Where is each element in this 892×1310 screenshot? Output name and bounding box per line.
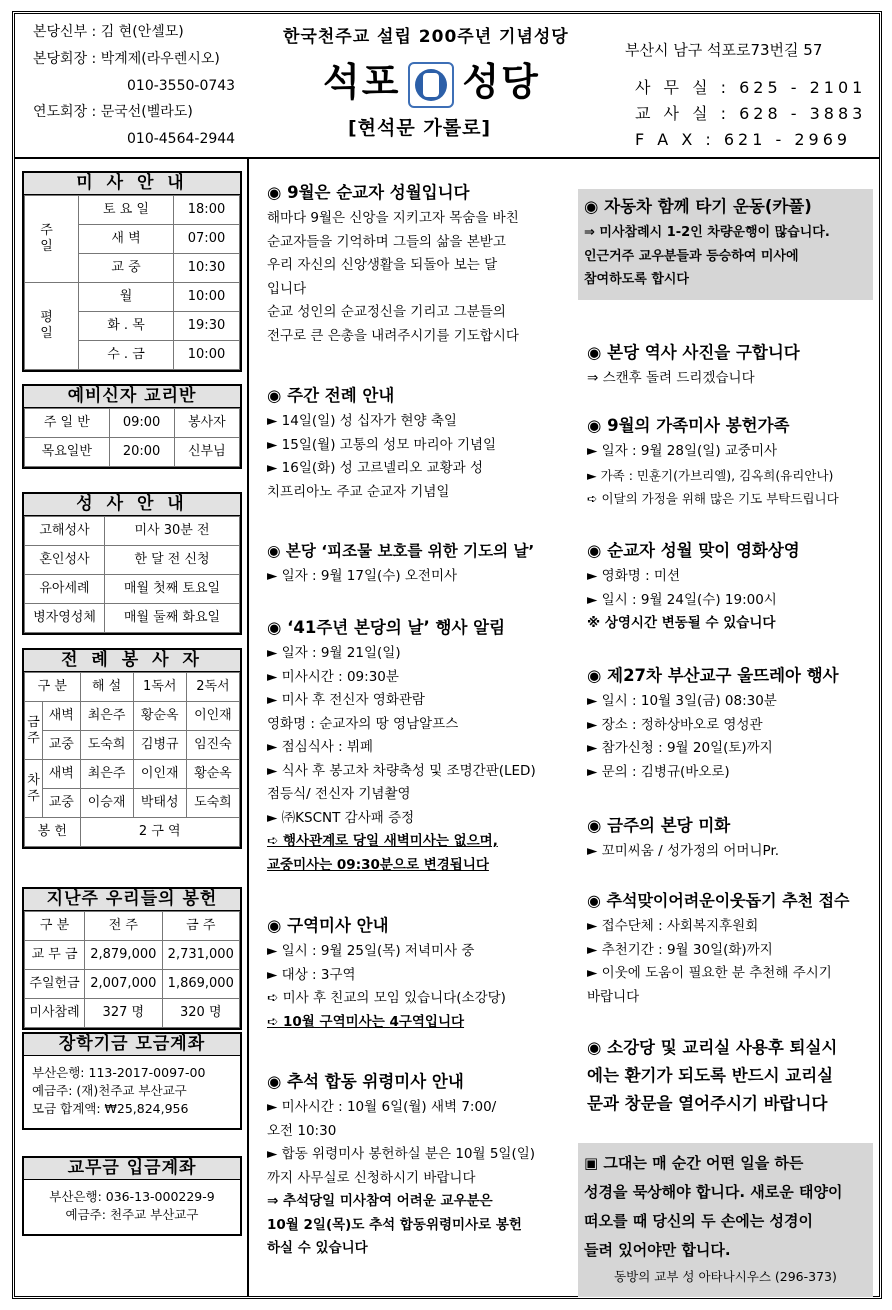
rosary-phone: 010-4564-2944 <box>127 131 236 147</box>
church-logo-icon <box>408 62 454 108</box>
room-notice-section: ◉ 소강당 및 교리실 사용후 퇴실시 에는 환기가 되도록 반드시 교리실 문과 창문을 열어주시기 바랍니다 <box>587 1038 838 1113</box>
dues-title: 교무금 입금계좌 <box>24 1158 240 1180</box>
pastor: 본당신부 : 김 현(안셀모) <box>33 24 184 40</box>
servers-title: 전 례 봉 사 자 <box>24 650 240 672</box>
sacraments: 성 사 안 내 고해성사 미사 30분 전 혼인성사 한 달 전 신청 유아세례 매월 첫째 토요일 병자영성체 매월 둘째 화요일 <box>22 492 242 635</box>
rosary-president: 연도회장 : 문국선(벨라도) <box>33 104 193 120</box>
president-phone: 010-3550-0743 <box>127 78 236 94</box>
anniversary-title: 한국천주교 설립 200주년 기념성당 <box>283 27 569 47</box>
column-divider <box>247 159 249 1296</box>
address: 부산시 남구 석포로73번길 57 <box>625 41 823 59</box>
martyrs-month-section: ◉ 9월은 순교자 성월입니다 해마다 9월은 신앙을 지키고자 목숨을 바친 순교자들을 기억하며 그들의 삶을 본받고 우리 자신의 신앙생활을 되돌아 보는 달 입니다 순교 성인의 순교정신을 기리고 그분들의 전구로 큰 은총을 내려주시기를 기도합시다 <box>267 183 519 344</box>
dues-account: 교무금 입금계좌 부산은행: 036-13-000229-9 예금주: 천주교 부산교구 <box>22 1156 242 1236</box>
teacher-phone: 교 사 실 : 628 - 3883 <box>635 104 867 123</box>
history-photos-section: ◉ 본당 역사 사진을 구합니다 ⇒ 스캔후 돌려 드리겠습니다 <box>587 343 800 386</box>
sacraments-title: 성 사 안 내 <box>24 494 240 516</box>
parish-president: 본당회장 : 박계제(라우렌시오) <box>33 51 220 67</box>
neighbor-help-section: ◉ 추석맞이어려운이웃돕기 추천 접수 ► 접수단체 : 사회복지후원회 ► 추천기간 : 9월 30일(화)까지 ► 이웃에 도움이 필요한 분 추천해 주시기 바랍니다 <box>587 891 850 1005</box>
carpool-section: ◉ 자동차 함께 타기 운동(카풀) ⇒ 미사참례시 1-2인 차량운행이 많습니다. 인근거주 교우분들과 등승하여 미사에 참여하도록 합시다 <box>578 189 873 300</box>
quote-box: ▣ 그대는 매 순간 어떤 일을 하든 성경을 묵상해야 합니다. 새로운 태양이 떠오를 때 당신의 두 손에는 성경이 들려 있어야만 합니다. 동방의 교부 성 아타나시우스 (296-373) <box>578 1143 873 1297</box>
film-screening-section: ◉ 순교자 성월 맞이 영화상영 ► 영화명 : 미션 ► 일시 : 9월 24일(수) 19:00시 ※ 상영시간 변동될 수 있습니다 <box>587 541 800 631</box>
mass-title: 미 사 안 내 <box>24 173 240 195</box>
catechumen-title: 예비신자 교리반 <box>24 386 240 408</box>
bulletin-frame <box>12 11 882 1299</box>
catechumen-class: 예비신자 교리반 주 일 반 09:00 봉사자 목요일반 20:00 신부님 <box>22 384 242 469</box>
weekly-liturgy-section: ◉ 주간 전례 안내 ► 14일(일) 성 십자가 현양 축일 ► 15일(월) 고통의 성모 마리아 기념일 ► 16일(화) 성 고르넬리오 교황과 성 치프리아노 주교 순교자 기념일 <box>267 386 497 500</box>
memorial-mass-section: ◉ 추석 합동 위령미사 안내 ► 미사시간 : 10월 6일(월) 새벽 7:00/ 오전 10:30 ► 합동 위령미사 봉헌하실 분은 10월 5일(일) 까지 사무실로 신청하시기 바랍니다 ⇒ 추석당일 미사참여 어려운 교우분은 10월 2일(목)도 추석 합동위령미사로 봉헌 하실 수 있습니다 <box>267 1072 536 1256</box>
fax: F A X : 621 - 2969 <box>635 130 852 149</box>
family-mass-section: ◉ 9월의 가족미사 봉헌가족 ► 일자 : 9월 28일(일) 교중미사 ► 가족 : 민훈기(가브리엘), 김옥희(유리안나) ➪ 이달의 가정을 위해 많은 기도 부탁드립니다 <box>587 416 839 506</box>
parish-day-section: ◉ ‘41주년 본당의 날’ 행사 알림 ► 일자 : 9월 21일(일) ► 미사시간 : 09:30분 ► 미사 후 전신자 영화관람 영화명 : 순교자의 땅 영남알프스 ► 점심식사 : 뷔페 ► 식사 후 봉고차 차량축성 및 조명간판(LED) 점등식/ 전신자 기념촬영 ► ㈜KSCNT 감사패 증정 ➪ 행사관계로 당일 새벽미사는 없으며, 교중미사는 09:30분으로 변경됩니다 <box>267 618 536 873</box>
office-phone: 사 무 실 : 625 - 2101 <box>635 78 867 97</box>
collection-title: 지난주 우리들의 봉헌 <box>24 889 240 911</box>
patron-saint: [현석문 가롤로] <box>348 117 492 139</box>
church-name: 석포 성당 <box>323 60 540 108</box>
mass-schedule: 미 사 안 내 주 일 토 요 일 18:00 새 벽 07:00 교 중 10:30 평 일 월 10:00 화 . 목 19:30 수 . 금 10:00 <box>22 171 242 372</box>
scholarship-title: 장학기금 모금계좌 <box>24 1034 240 1056</box>
ultreya-section: ◉ 제27차 부산교구 울뜨레아 행사 ► 일시 : 10월 3일(금) 08:30분 ► 장소 : 정하상바오로 영성관 ► 참가신청 : 9월 20일(토)까지 ► 문의 : 김병규(바오로) <box>587 666 839 780</box>
offering-collection: 지난주 우리들의 봉헌 구 분 전 주 금 주 교 무 금 2,879,000 2,731,000 주일헌금 2,007,000 1,869,000 미사참례 327 명 320 명 <box>22 887 242 1030</box>
header <box>15 14 879 159</box>
scholarship-account: 장학기금 모금계좌 부산은행: 113-2017-0097-00 예금주: (재)천주교 부산교구 모금 합계액: ₩25,824,956 <box>22 1032 242 1130</box>
district-mass-section: ◉ 구역미사 안내 ► 일시 : 9월 25일(목) 저녁미사 중 ► 대상 : 3구역 ➪ 미사 후 친교의 모임 있습니다(소강당) ➪ 10월 구역미사는 4구역입니다 <box>267 916 506 1030</box>
quote-source: 동방의 교부 성 아타나시우스 (296-373) <box>614 1269 837 1284</box>
cleaning-section: ◉ 금주의 본당 미화 ► 꼬미씨움 / 성가정의 어머니Pr. <box>587 816 780 859</box>
creation-prayer-section: ◉ 본당 ‘피조물 보호를 위한 기도의 날’ ► 일자 : 9월 17일(수) 오전미사 <box>267 542 535 584</box>
liturgy-servers: 전 례 봉 사 자 구 분 해 설 1독서 2독서 금주 새벽 최은주 황순옥 이인재 교중 도숙희 김병규 임진숙 차주 새벽 최은주 이인재 황순옥 교중 이승재 박태성 도숙희 봉 헌 2 구 역 <box>22 648 242 849</box>
